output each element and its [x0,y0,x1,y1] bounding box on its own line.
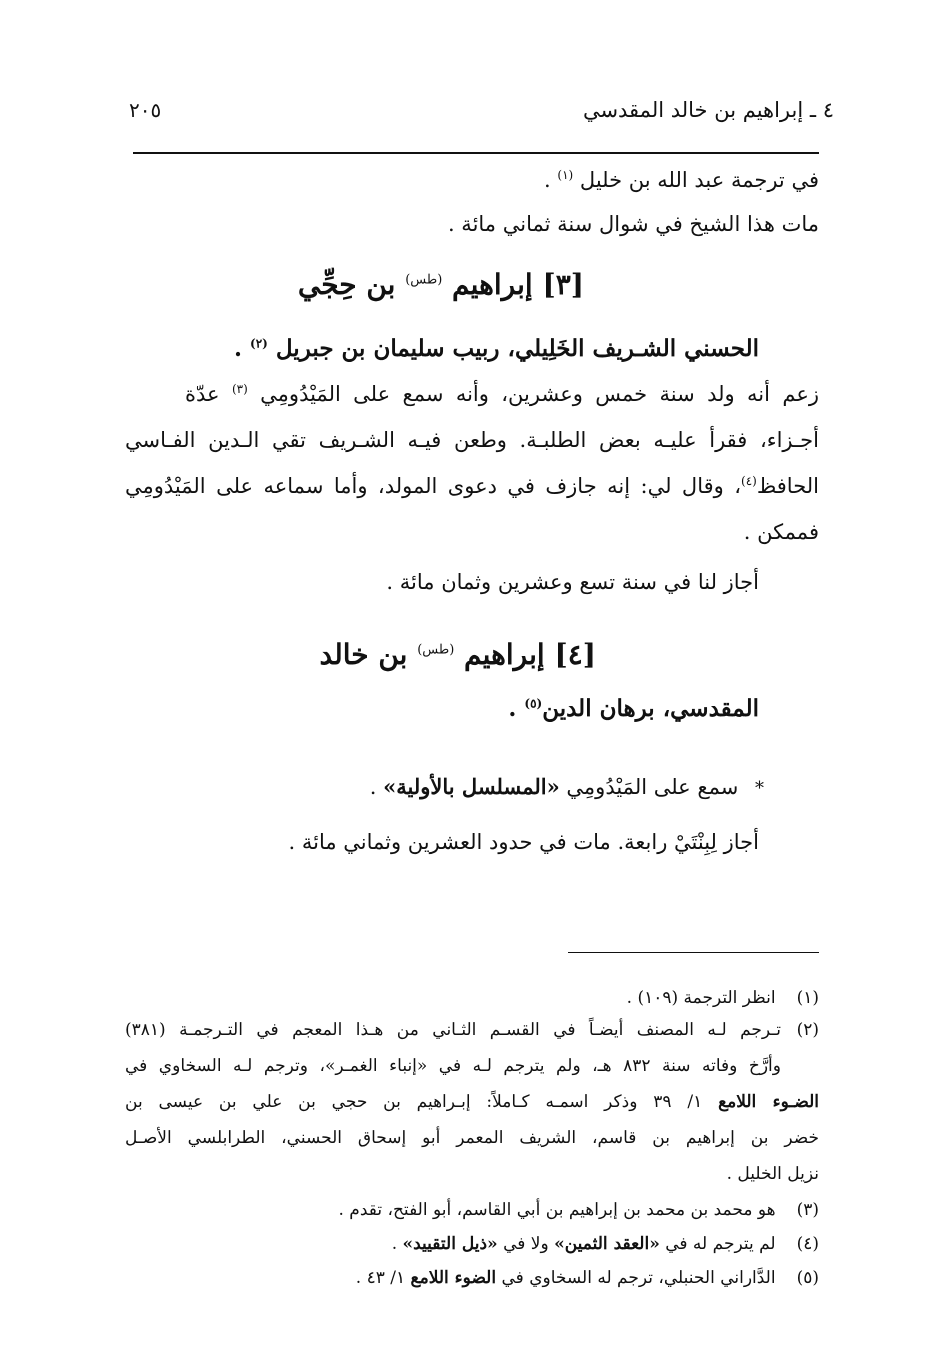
header-rule [133,152,819,154]
entry-3-para-2: أجاز لنا في سنة تسع وعشرين وثمان مائة . [386,570,759,594]
body-line-1 [544,168,819,192]
footnote-4-end: . [391,1234,403,1254]
entry-4-para-1 [370,774,764,799]
entry-3-source-mark: (طس) [405,272,443,288]
footnote-4-title-1: «العقد الثمين» [554,1234,660,1254]
body-line-1-text: في ترجمة عبد الله بن خليل [579,168,819,192]
entry-3-subheading-end: . [234,335,251,362]
page-number: ٢٠٥ [129,98,162,122]
footnote-2-line-2: وأرَّخ وفاته سنة ٨٣٢ هـ، ولم يترجم لـه في «إنباء الغمـر»، وترجم لـه السخاوي في [125,1056,781,1076]
entry-4-heading-pre: [٤] إبراهيم [464,638,596,671]
entry-4-para-1-pre: سمع على المَيْدُومِي [559,775,739,799]
footnote-4 [392,1234,819,1254]
entry-4-source-mark: (طس) [417,642,455,658]
footnote-2-line-3 [125,1092,819,1112]
footnote-3 [338,1200,819,1220]
footnote-2-line-5: نزيل الخليل . [726,1164,819,1184]
entry-3-para-line-2: أجـزاء، فقرأ عليـه بعض الطلبـة. وطعن فيـه الشـريف تقي الـدين الفـاسي [125,428,819,452]
footnote-2-number: (٢) [796,1020,819,1040]
entry-4-heading-post: بن خالد [319,638,408,671]
entry-4-subheading-text: المقدسي، برهان الدين [542,695,759,722]
footnote-ref-5[interactable]: (٥) [524,696,543,711]
running-header [129,96,834,136]
entry-3-line-1-pre: زعم أنه ولد سنة خمس وعشرين، وأنه سمع على المَيْدُومِي [260,382,819,406]
footnote-ref-3[interactable]: (٣) [231,382,248,396]
footnote-ref-4[interactable]: (٤) [741,474,757,488]
entry-4-heading [320,638,596,671]
entry-4-para-1-end: . [369,775,384,799]
entry-4-subheading [508,695,759,722]
entry-3-subheading [234,335,759,362]
entry-3-heading-post: بن حِجِّي [297,268,396,301]
entry-4-subheading-end: . [508,695,525,722]
footnote-1-text: انظر الترجمة (١٠٩) . [626,988,776,1008]
footnote-4-pre: لم يترجم له في [659,1234,776,1254]
entry-4-para-1-bold: «المسلسل بالأولية» [383,774,560,799]
body-line-2: مات هذا الشيخ في شوال سنة ثماني مائة . [447,212,819,236]
header-title: ٤ ـ إبراهيم بن خالد المقدسي [582,98,834,122]
body-line-1-end: . [544,168,558,192]
footnote-5-number: (٥) [796,1268,819,1288]
footnote-ref-2[interactable]: (٢) [250,336,268,351]
footnote-3-number: (٣) [796,1200,819,1220]
entry-4-para-2: أجاز لِبِنْتَيْ رابعة. مات في حدود العشرين وثماني مائة . [288,830,759,854]
footnote-4-mid: ولا في [497,1234,555,1254]
footnote-2-line-1: تـرجم لـه المصنف أيضـاً في القسـم الثـاني من هـذا المعجم في التـرجمـة (٣٨١) [125,1020,781,1040]
footnote-3-text: هو محمد بن محمد بن إبراهيم بن أبي القاسم، أبو الفتح، تقدم . [338,1200,776,1220]
footnote-5-end: ١/ ٤٣ . [355,1268,411,1288]
entry-3-line-3-pre: الحافظ [756,474,819,498]
footnote-ref-1[interactable]: (١) [557,168,574,182]
entry-3-para-line-3 [125,474,819,498]
entry-3-subheading-text: الحسني الشـريف الخَلِيلي، ربيب سليمان بن جبريل [275,335,759,362]
footnote-5-pre: الدَّاراني الحنبلي، ترجم له السخاوي في [496,1268,776,1288]
entry-3-heading [298,268,584,301]
footnote-1 [627,988,819,1008]
entry-3-line-1-post: عدّة [185,382,220,406]
footnote-5 [356,1268,819,1288]
footnote-4-number: (٤) [796,1234,819,1254]
entry-3-para-line-4: فممكن . [743,520,819,544]
footnote-5-title: الضوء اللامع [410,1268,497,1288]
footnote-rule [568,952,819,953]
entry-3-para-line-1 [185,382,819,406]
entry-3-heading-pre: [٣] إبراهيم [452,268,584,301]
footnote-2-line-3-bold: الضـوء اللامع [718,1092,820,1112]
asterisk-marker: * [755,778,764,799]
footnote-4-title-2: «ذيل التقييد» [402,1234,498,1254]
footnote-1-number: (١) [796,988,819,1008]
footnote-2-line-3-rest: ١/ ٣٩ وذكر اسمـه كـاملاً: إبـراهيم بن حجي بن علي بن عيسى بن [125,1092,719,1112]
footnote-2 [781,1020,819,1040]
entry-3-line-3-post: ، وقال لي: إنه جازف في دعوى المولد، وأما سماعه على المَيْدُومِي [125,474,741,498]
footnote-2-line-4: خضر بن إبراهيم بن قاسم، الشريف المعمر أبو إسحاق الحسني، الطرابلسي الأصـل [125,1128,819,1148]
